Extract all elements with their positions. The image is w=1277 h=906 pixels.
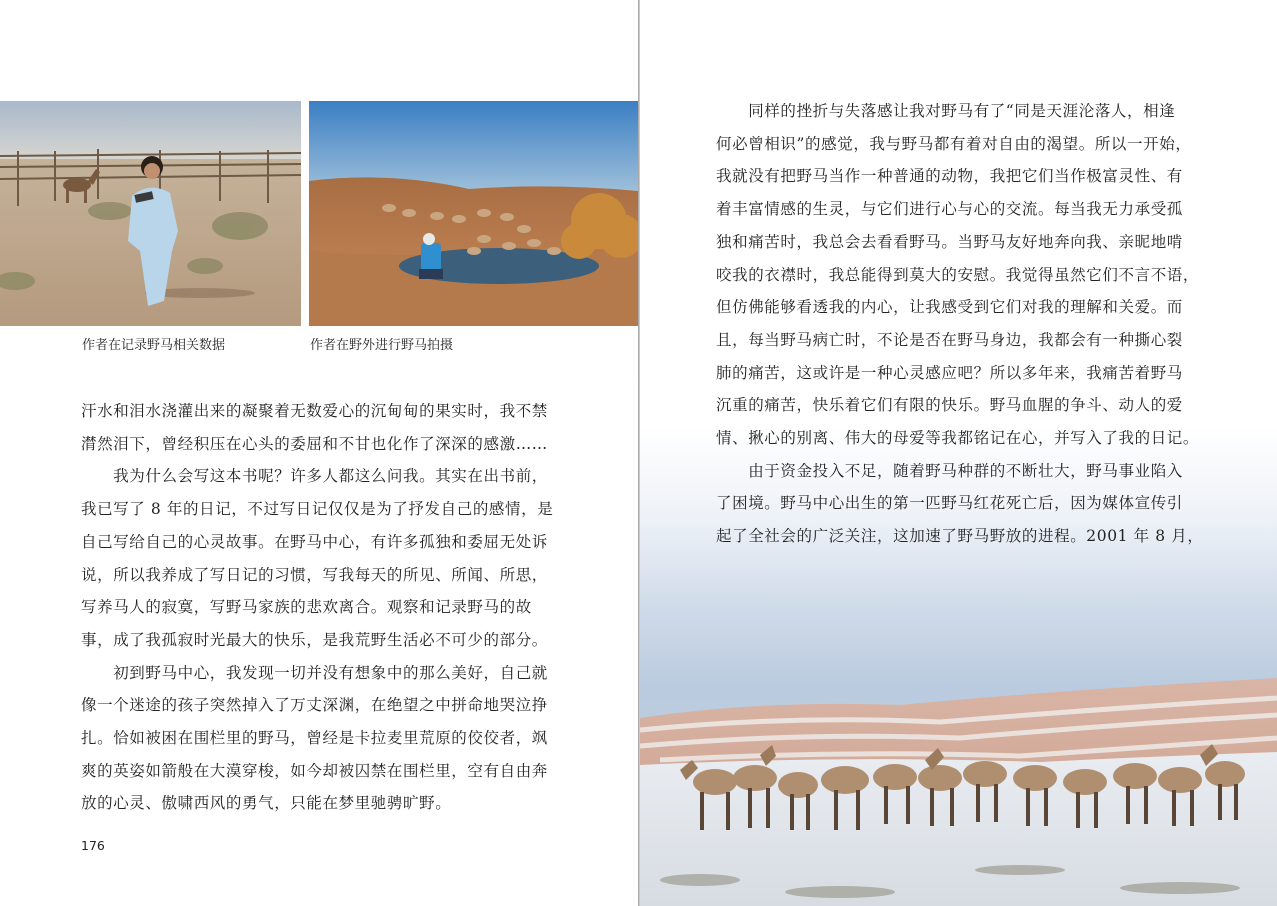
text-line: 自己写给自己的心灵故事。在野马中心，有许多孤独和委屈无处诉	[81, 532, 548, 551]
text-line: 何必曾相识”的感觉，我与野马都有着对自由的渴望。所以一开始，	[716, 134, 1192, 153]
text-line: 事，成了我孤寂时光最大的快乐，是我荒野生活必不可少的部分。	[81, 630, 548, 649]
photo-recording-data	[0, 101, 301, 326]
text-line: 沉重的痛苦，快乐着它们有限的快乐。野马血腥的争斗、动人的爱	[716, 396, 1183, 415]
text-line: 我为什么会写这本书呢？许多人都这么问我。其实在出书前，	[81, 467, 548, 486]
page-number: 176	[81, 838, 105, 853]
text-line: 潸然泪下，曾经积压在心头的委屈和不甘也化作了深深的感激……	[81, 434, 548, 453]
text-line: 初到野马中心，我发现一切并没有想象中的那么美好，自己就	[81, 663, 548, 682]
text-line: 汗水和泪水浇灌出来的凝聚着无数爱心的沉甸甸的果实时，我不禁	[81, 402, 548, 420]
left-page	[0, 0, 638, 906]
text-line: 且，每当野马病亡时，不论是否在野马身边，我都会有一种撕心裂	[716, 330, 1183, 349]
text-line: 扎。恰如被困在围栏里的野马，曾经是卡拉麦里荒原的佼佼者，飒	[81, 729, 548, 748]
text-line: 着丰富情感的生灵，与它们进行心与心的交流。每当我无力承受孤	[716, 200, 1183, 219]
photo-field-shooting	[309, 101, 638, 326]
text-line: 但仿佛能够看透我的内心，让我感受到它们对我的理解和关爱。而	[716, 298, 1183, 317]
text-line: 像一个迷途的孩子突然掉入了万丈深渊，在绝望之中拼命地哭泣挣	[81, 696, 548, 715]
text-line: 肺的痛苦，这或许是一种心灵感应吧？所以多年来，我痛苦着野马	[716, 363, 1183, 382]
text-line: 起了全社会的广泛关注，这加速了野马野放的进程。2001 年 8 月，	[716, 527, 1204, 546]
text-line: 放的心灵、傲啸西风的勇气，只能在梦里驰骋旷野。	[81, 794, 452, 813]
text-line: 我就没有把野马当作一种普通的动物，我把它们当作极富灵性、有	[716, 167, 1183, 186]
photo-caption: 作者在记录野马相关数据	[82, 338, 226, 353]
text-line: 说，所以我养成了写日记的习惯，写我每天的所见、所闻、所思，	[81, 565, 548, 584]
photo-caption: 作者在野外进行野马拍摄	[310, 338, 454, 353]
snow-landscape-photo	[640, 660, 1277, 906]
text-line: 同样的挫折与失落感让我对野马有了“同是天涯沦落人，相逢	[716, 102, 1176, 120]
text-line: 独和痛苦时，我总会去看看野马。当野马友好地奔向我、亲昵地啃	[716, 232, 1183, 251]
text-line: 写养马人的寂寞，写野马家族的悲欢离合。观察和记录野马的故	[81, 598, 532, 617]
body-text	[81, 395, 563, 820]
text-line: 爽的英姿如箭般在大漠穿梭，如今却被囚禁在围栏里，空有自由奔	[81, 761, 548, 780]
text-line: 了困境。野马中心出生的第一匹野马红花死亡后，因为媒体宣传引	[716, 494, 1183, 513]
text-line: 由于资金投入不足，随着野马种群的不断壮大，野马事业陷入	[716, 461, 1183, 480]
text-line: 咬我的衣襟时，我总能得到莫大的安慰。我觉得虽然它们不言不语，	[716, 265, 1200, 284]
body-text	[716, 95, 1204, 553]
text-line: 情、揪心的别离、伟大的母爱等我都铭记在心，并写入了我的日记。	[716, 429, 1200, 448]
text-line: 我已写了 8 年的日记，不过写日记仅仅是为了抒发自己的感情，是	[81, 500, 554, 519]
